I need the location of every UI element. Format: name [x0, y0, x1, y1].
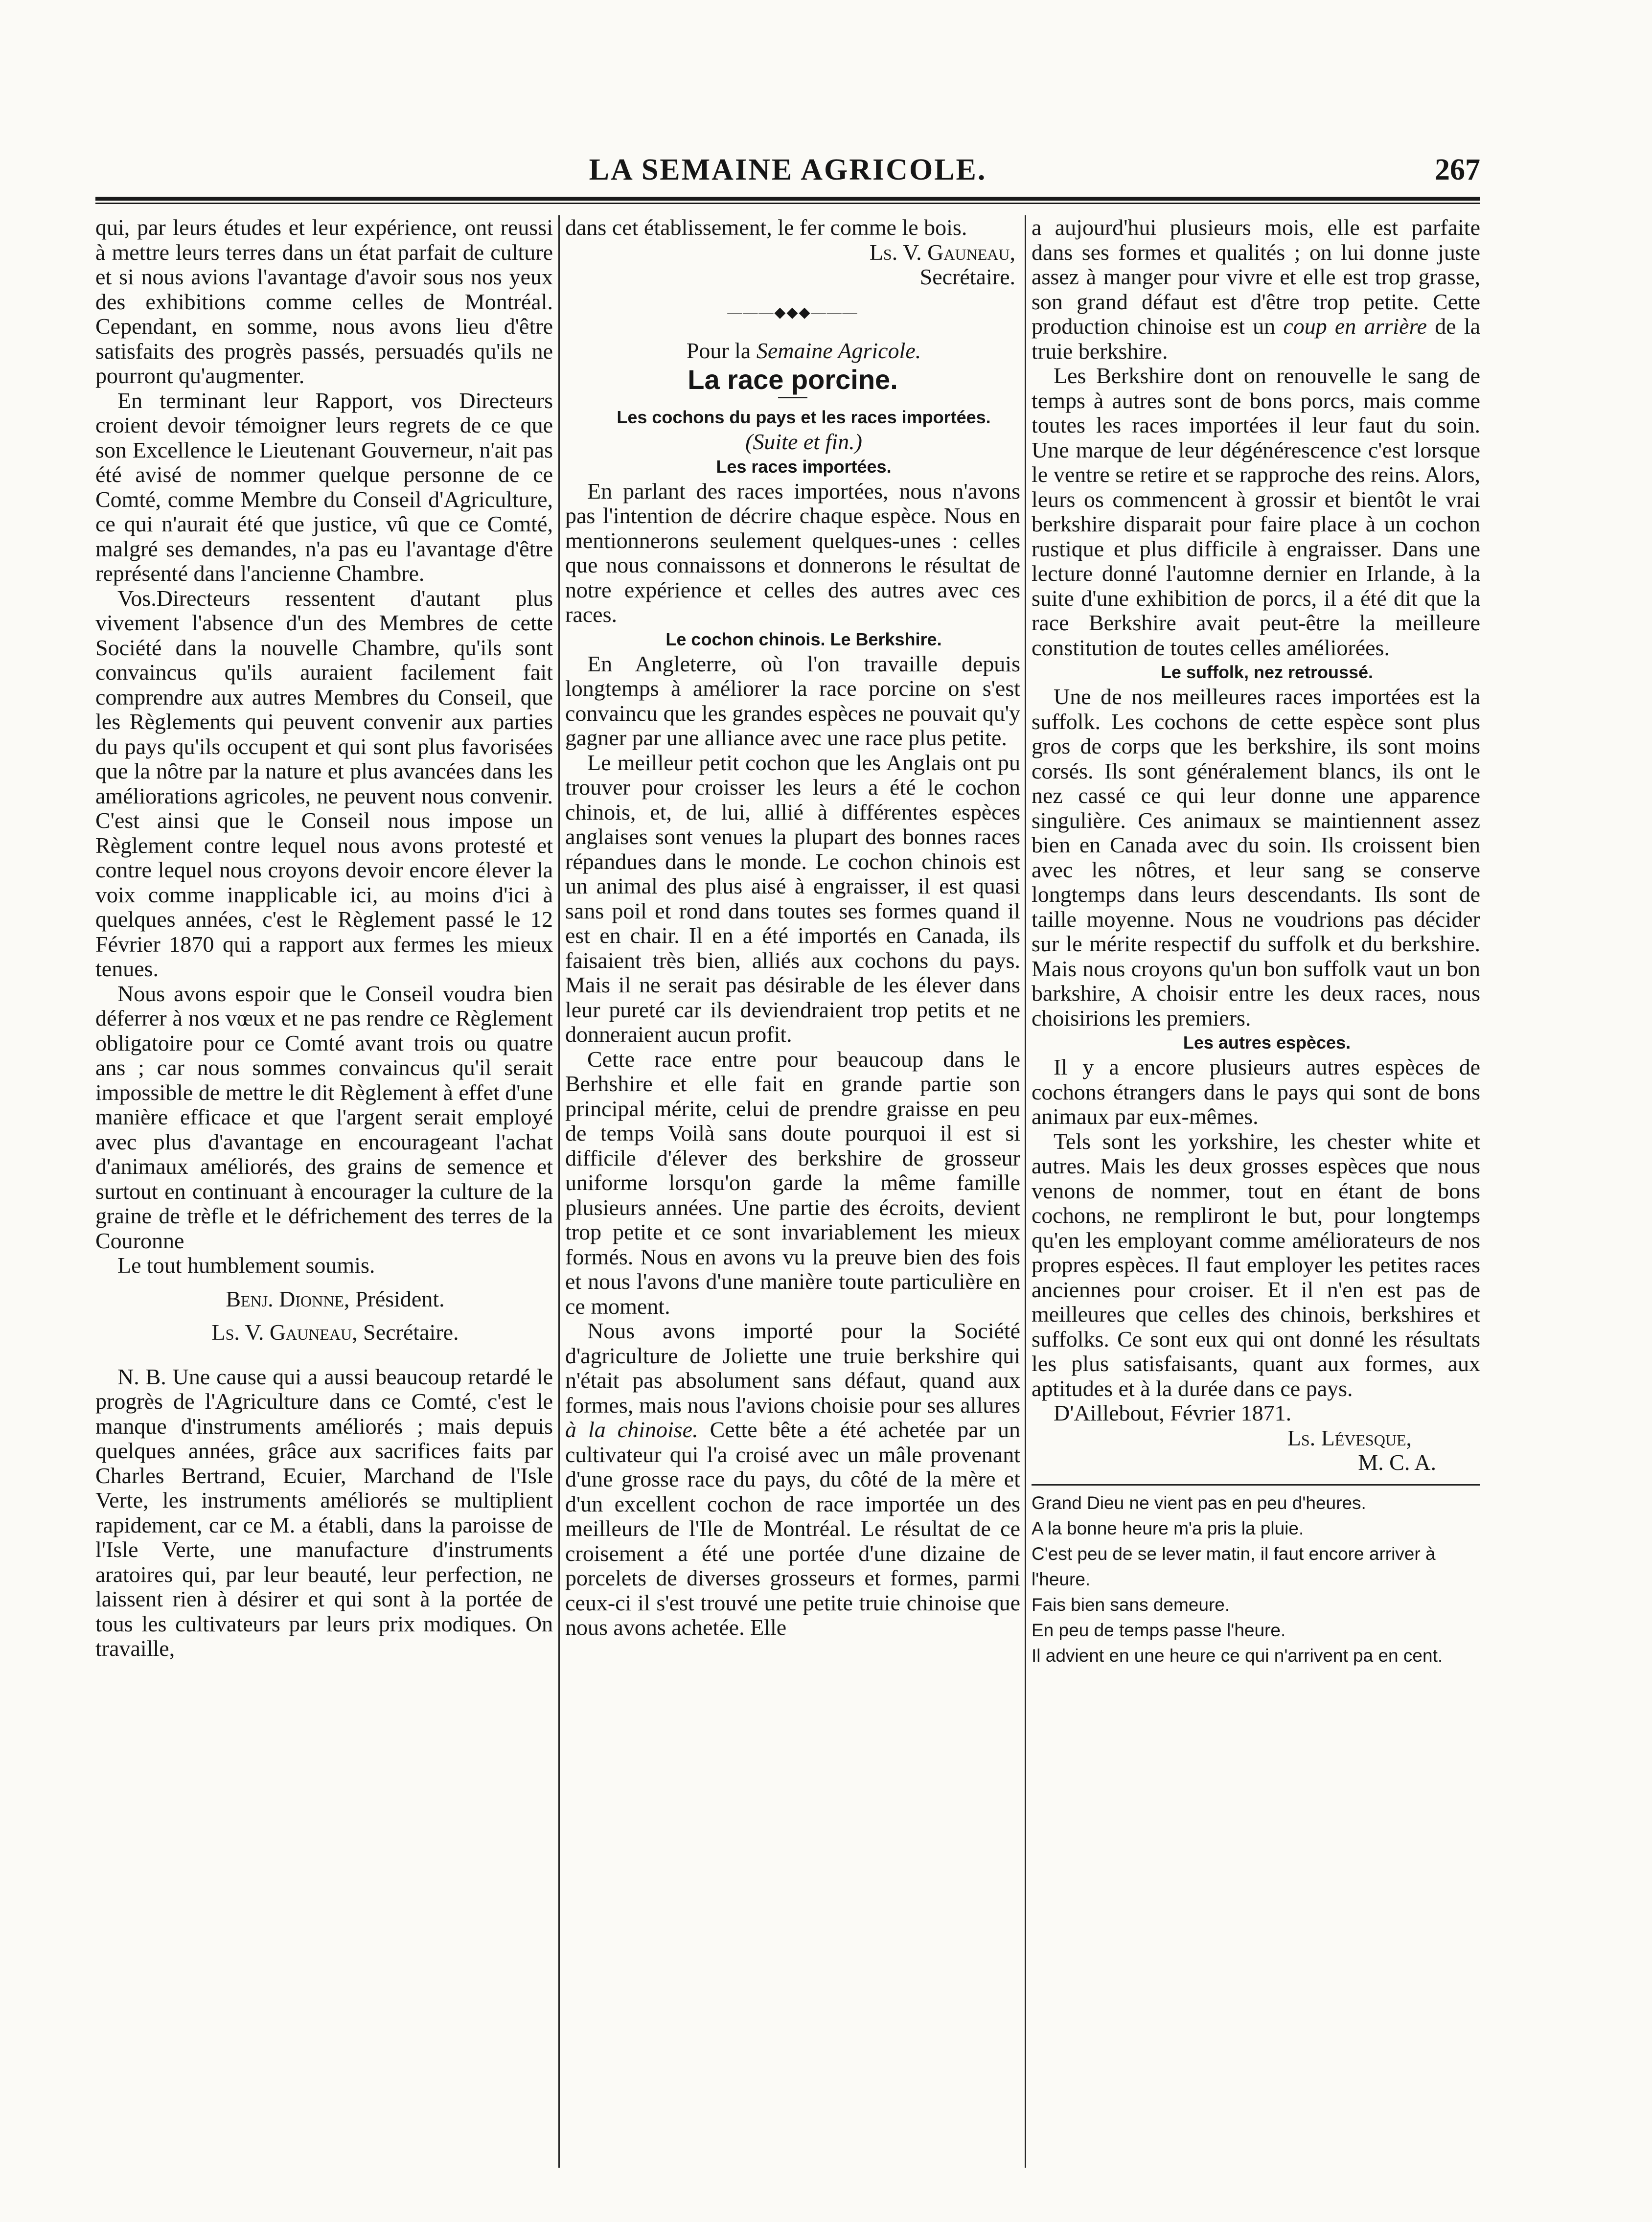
- paragraph: En parlant des races importées, nous n'avons pas l'intention de décrire chaque espèce. Nous en mentionnerons seulement quelques-unes : celles que nous connaissons et donnerons le résultat de notre expérience et celles des autres avec ces races.: [565, 478, 1020, 627]
- title-dash: [778, 397, 807, 398]
- source-prefix: Pour la: [686, 338, 757, 363]
- paragraph: Cette race entre pour beaucoup dans le Berhshire et elle fait en grande partie son principal mérite, celui de prendre graisse en peu de temps Voilà sans doute pourquoi il est si difficile d'élever des berkshire de grosseur uniforme lorsqu'on garde la même famille plusieurs années. Une partie des écroits, devient trop petite et ce sont invariablement les mieux formés. Nous en avons vu la preuve bien des fois et nous l'avons d'une manière toute particulière en ce moment.: [565, 1046, 1020, 1319]
- header-rule-thick: [95, 197, 1480, 201]
- article-title: La race porcine.: [688, 364, 898, 395]
- signatory-title: , Président.: [344, 1286, 445, 1311]
- signatory-title: , Secrétaire.: [352, 1320, 459, 1345]
- signatory-name: Benj. Dionne: [226, 1286, 344, 1311]
- paragraph: Il y a encore plusieurs autres espèces de cochons étrangers dans le pays qui sont de bons animaux par eux-mêmes.: [1032, 1054, 1480, 1129]
- journal-title: LA SEMAINE AGRICOLE.: [589, 153, 987, 186]
- signatory-name: Ls. V. Gauneau,: [869, 239, 1015, 265]
- text-run: a aujourd'hui plusieurs mois, elle est parfaite dans ses formes et qualités ; on lui donne juste assez à manger pour vivre et elle est trop grasse, son grand défaut est d'être trop petite. Cette production chinoise est un: [1032, 215, 1480, 339]
- signatory-name: Ls. Lévesque,: [1287, 1425, 1412, 1450]
- paragraph: Les Berkshire dont on renouvelle le sang de temps à autres sont de bons porcs, mais comme toutes les races importées il leur faut du soin. Une marque de leur dégénérescence c'est lorsque le ventre se retire et se rapproche des reins. Alors, leurs os commencent à grossir et bientôt le vrai berkshire disparait pour faire place à un cochon rustique et plus difficile à engraisser. Dans une lecture donné l'automne dernier en Irlande, à la suite d'une exhibition de porcs, il a été dit que la race Berkshire avait peut-être la meilleure constitution de toutes celles améliorées.: [1032, 363, 1480, 660]
- page-header: [95, 153, 1480, 192]
- column-2: [565, 215, 1020, 1640]
- section-ornament: ———◆◆◆———: [727, 304, 858, 321]
- italic-run: coup en arrière: [1283, 314, 1427, 339]
- source-journal: Semaine Agricole.: [756, 338, 921, 363]
- paragraph: Le meilleur petit cochon que les Anglais ont pu trouver pour croisser les leurs a été le cochon chinois, et, de lui, allié à différentes espèces anglaises sont venues la plupart des bonnes races répandues dans le monde. Le cochon chinois est un animal des plus aisé à engraisser, il est quasi sans poil et rond dans toutes ses formes quand il est en chair. Il en a été importés en Canada, ils faisaient très bien, alliés aux cochons du pays. Mais il ne serait pas désirable de les élever dans leur pureté car ils deviendraient trop petits et ne donneraient aucun profit.: [565, 750, 1020, 1047]
- proverb: A la bonne heure m'a pris la pluie.: [1032, 1518, 1304, 1538]
- paragraph: dans cet établissement, le fer comme le bois.: [565, 215, 967, 240]
- text-run: de la truie berkshire.: [1032, 314, 1480, 364]
- proverb: En peu de temps passe l'heure.: [1032, 1620, 1286, 1640]
- column-divider: [558, 215, 560, 2168]
- text-run: Cette bête a été achetée par un cultivateur qui l'a croisé avec un mâle provenant d'une grosse race du pays, du côté de la mère et d'un excellent cochon de race importée un des meilleurs de l'Ile de Montréal. Le résultat de ce croisement a été une portée d'une dizaine de porcelets de diverses grosseurs et formes, parmi ceux-ci il s'est trouvé une petite truie chinoise que nous avons achetée. Elle: [565, 1417, 1021, 1640]
- signature-president: [95, 1287, 553, 1312]
- paragraph: [565, 1319, 1020, 1640]
- continuation-note: (Suite et fin.): [745, 429, 862, 454]
- signatory-title: M. C. A.: [1358, 1450, 1436, 1475]
- section-heading: Le suffolk, nez retroussé.: [1160, 662, 1374, 682]
- text-run: Nous avons importé pour la Société d'agriculture de Joliette une truie berkshire qui n'était pas absolument sans défaut, quand aux formes, mais nous l'avions choisie pour ses allures: [565, 1318, 1020, 1418]
- proverb: Grand Dieu ne vient pas en peu d'heures.: [1032, 1492, 1366, 1513]
- closing-line: Le tout humblement soumis.: [117, 1253, 375, 1278]
- paragraph: Une de nos meilleures races importées est la suffolk. Les cochons de cette espèce sont plus gros de corps que les berkshire, ils sont moins corsés. Ils sont généralement blancs, ils ont le nez cassé ce qui leur donne une apparence singulière. Ces animaux se maintiennent assez bien en Canada avec du soin. Ils croissent bien avec les nôtres, et leur sang se conserve longtemps dans leurs descendants. Ils sont de taille moyenne. Nous ne voudrions pas décider sur le mérite respectif du suffolk et du berkshire. Mais nous croyons qu'un bon suffolk vaut un bon barkshire, A choisir entre les deux races, nous choisirions les premiers.: [1032, 684, 1480, 1031]
- page-number: 267: [1435, 153, 1480, 186]
- column-1: [95, 215, 553, 1661]
- header-rule-thin: [95, 203, 1480, 204]
- proverb: Il advient en une heure ce qui n'arrivent pa en cent.: [1032, 1645, 1443, 1666]
- proverb: C'est peu de se lever matin, il faut encore arriver à l'heure.: [1032, 1543, 1436, 1589]
- proverbs-box: [1032, 1484, 1480, 1669]
- section-heading: Les races importées.: [716, 456, 892, 477]
- signatory-title: Secrétaire.: [919, 264, 1015, 289]
- paragraph: qui, par leurs études et leur expérience, ont reussi à mettre leurs terres dans un état parfait de culture et si nous avions l'avantage d'avoir sous nos yeux des exhibitions comme celles de Montréal. Cependant, en somme, nous avons lieu d'être satisfaits des progrès passés, persuadés qu'ils ne pourront qu'augmenter.: [95, 215, 553, 388]
- italic-run: à la chinoise.: [565, 1417, 698, 1442]
- paragraph: En Angleterre, où l'on travaille depuis longtemps à améliorer la race porcine on s'est convaincu que les grandes espèces ne pouvait qu'y gagner par une alliance avec une race plus petite.: [565, 651, 1020, 750]
- paragraph: En terminant leur Rapport, vos Directeurs croient devoir témoigner leurs regrets de ce que son Excellence le Lieutenant Gouverneur, n'ait pas été avisé de nommer quelque personne de ce Comté, comme Membre du Conseil d'Agriculture, ce qui n'aurait été que justice, vû que ce Comté, malgré ses demandes, n'a pas eu l'avantage d'être représenté dans l'ancienne Chambre.: [95, 388, 553, 586]
- signatory-name: Ls. V. Gauneau: [211, 1320, 352, 1345]
- note-paragraph: N. B. Une cause qui a aussi beaucoup retardé le progrès de l'Agriculture dans ce Comté, c'est le manque d'instruments améliorés ; mais depuis quelques années, grâce aux sacrifices faits par Charles Bertrand, Ecuier, Marchand de l'Isle Verte, les instruments améliorés se multiplient rapidement, car ce M. a établi, dans la paroisse de l'Isle Verte, une manufacture d'instruments aratoires qui, par leur beauté, leur perfection, ne laissent rien à désirer et qui sont à la portée de tous les cultivateurs par leurs prix modiques. On travaille,: [95, 1364, 553, 1661]
- section-heading: Le cochon chinois. Le Berkshire.: [665, 629, 942, 649]
- article-subtitle: Les cochons du pays et les races importées.: [617, 407, 991, 427]
- paragraph: Tels sont les yorkshire, les chester white et autres. Mais les deux grosses espèces que nous venons de nommer, tout en étant de bons cochons, ne rempliront le but, pour longtemps qu'en les employant comme améliorateurs de nos propres espèces. Il faut employer les petites races anciennes pour croiser. Et il n'en est pas de meilleures que celles des chinois, berkshires et suffolks. Ce sont eux qui ont donné les résultats les plus satisfaisants, quant aux formes, aux aptitudes et à la durée dans ce pays.: [1032, 1128, 1480, 1401]
- source-line: [565, 339, 1020, 364]
- paragraph: [1032, 215, 1480, 364]
- section-heading: Les autres espèces.: [1183, 1032, 1351, 1053]
- column-divider: [1025, 215, 1026, 2168]
- paragraph: Nous avons espoir que le Conseil voudra bien déferrer à nos vœux et ne pas rendre ce Règlement obligatoire pour ce Comté avant trois ou quatre ans ; car nous sommes convaincus qu'il serait impossible de mettre le dit Règlement à effet d'une manière efficace et que l'argent serait employé avec plus d'avantage en encourageant l'achat d'animaux améliorés, des grains de semence et surtout en continuant à encourager la culture de la graine de trèfle et le défrichement des terres de la Couronne: [95, 981, 553, 1253]
- dateline: D'Aillebout, Février 1871.: [1054, 1400, 1292, 1425]
- proverb: Fais bien sans demeure.: [1032, 1594, 1230, 1615]
- paragraph: Vos.Directeurs ressentent d'autant plus vivement l'absence d'un des Membres de cette Société dans la nouvelle Chambre, qu'ils sont convaincus qu'ils auraient facilement fait comprendre aux autres Membres du Conseil, que les Règlements qui peuvent convenir aux parties du pays qu'ils occupent et qui sont plus favorisées que la nôtre par la nature et plus avancées dans les améliorations agricoles, ne peuvent nous convenir. C'est ainsi que le Conseil nous impose un Règlement contre lequel nous avons protesté et contre lequel nous croyons devoir encore élever la voix comme inapplicable ici, au moins d'ici à quelques années, c'est le Règlement passé le 12 Février 1870 qui a rapport aux fermes les mieux tenues.: [95, 585, 553, 981]
- signature-secretary: [95, 1320, 553, 1345]
- column-3: [1032, 215, 1480, 1669]
